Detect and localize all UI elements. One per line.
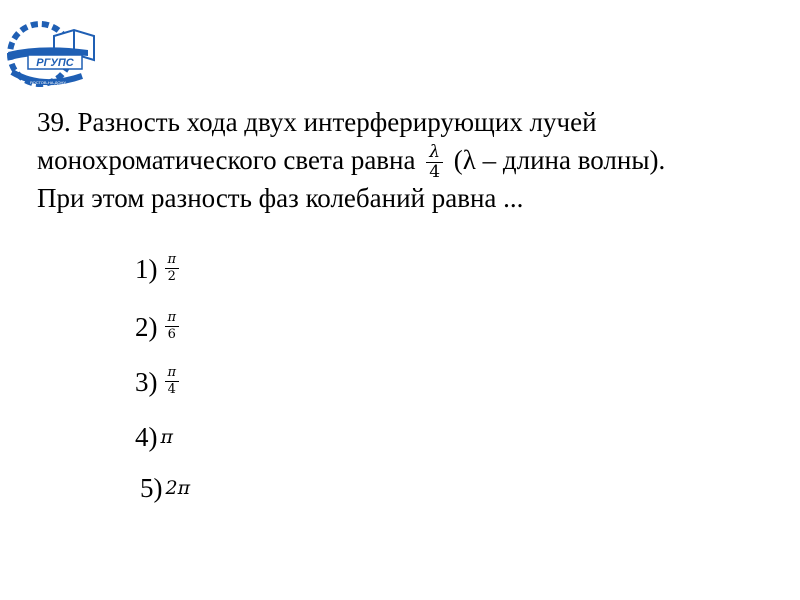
question-line-2 xyxy=(37,141,777,182)
wavelength-quarter-fraction xyxy=(426,141,443,182)
answer-option-1[interactable] xyxy=(135,253,183,285)
question-line-3: При этом разность фаз колебаний равна ... xyxy=(37,183,524,213)
fraction-denominator: 4 xyxy=(167,382,176,397)
answer-option-value: 2π xyxy=(165,477,191,499)
logo-ring-text: РОСТОВ-НА-ДОНУ xyxy=(30,80,66,85)
answer-option-5[interactable] xyxy=(140,473,190,503)
answer-option-label: 5) xyxy=(140,473,163,503)
answer-option-4[interactable] xyxy=(135,422,173,452)
fraction-numerator: π xyxy=(165,366,180,382)
answer-option-2[interactable] xyxy=(135,311,183,343)
fraction-numerator: λ xyxy=(426,144,443,163)
answer-option-label: 3) xyxy=(135,367,158,397)
question-line-1: 39. Разность хода двух интерферирующих лучей xyxy=(37,107,597,137)
answer-option-fraction xyxy=(165,253,180,285)
answer-option-fraction xyxy=(165,366,180,398)
answer-option-label: 1) xyxy=(135,254,158,284)
fraction-numerator: π xyxy=(165,253,180,269)
answer-option-fraction xyxy=(165,311,180,343)
question-text xyxy=(37,103,777,217)
answer-option-label: 4) xyxy=(135,422,158,452)
answer-option-label: 2) xyxy=(135,312,158,342)
fraction-denominator: 2 xyxy=(167,269,176,284)
university-logo xyxy=(2,14,98,94)
answer-option-value: π xyxy=(160,426,173,448)
fraction-denominator: 4 xyxy=(429,161,441,182)
question-line-2-end: (λ – длина волны). xyxy=(453,145,666,175)
fraction-numerator: π xyxy=(165,311,180,327)
fraction-denominator: 6 xyxy=(167,327,176,342)
logo-text: РГУПС xyxy=(36,57,74,69)
question-line-2-start: монохроматического света равна xyxy=(37,145,416,175)
answer-option-3[interactable] xyxy=(135,366,183,398)
